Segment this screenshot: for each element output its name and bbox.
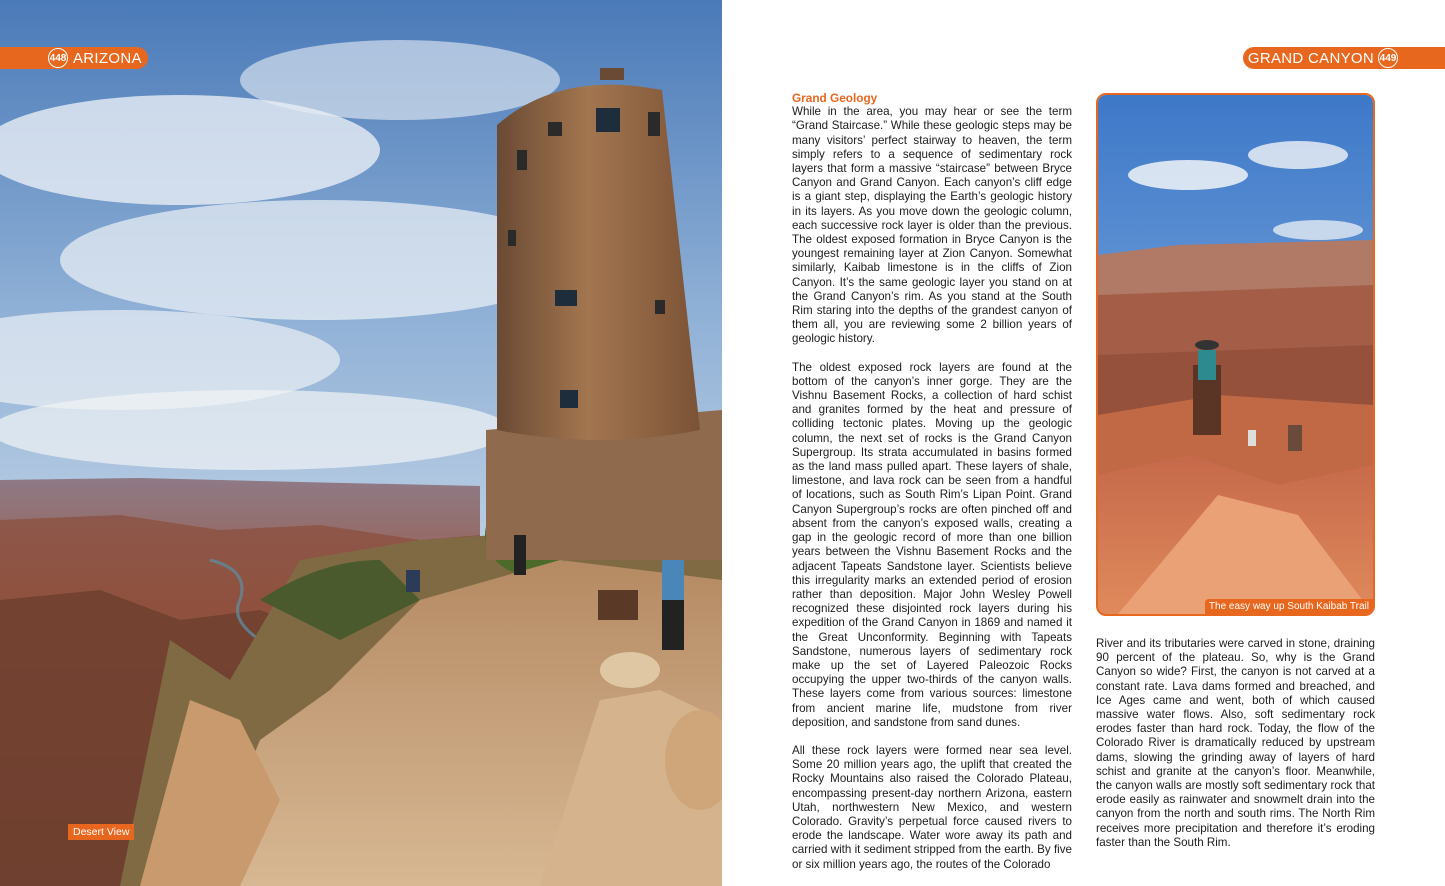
article-paragraph: The oldest exposed rock layers are found at the bottom of the canyon’s inner gorge. They are the Vishnu Basement Rocks, a collection of hard schist and granites formed by the heat and pressure of colliding tectonic plates. Moving up the geologic column, the next set of rocks is the Grand Canyon Supergroup. Its strata accumulated in basins formed as the land mass pulled apart. These layers of shale, limestone, and lava rock can be seen from a handful of locations, such as South Rim’s Lipan Point. Grand Canyon Supergroup’s rocks are often pinched off and absent from the canyon’s exposed walls, creating a gap in the geologic record of more than one billion years between the Vishnu Basement Rocks and the adjacent Tapeats Sandstone layer. Scientists believe this irregularity marks an extended period of erosion rather than deposition. Major John Wesley Powell recognized these disjointed rock layers during his expedition of the Grand Canyon in 1869 and named it the Great Unconformity. Beginning with Tapeats Sandstone, numerous layers of sedimentary rock make up the set of Layered Paleozoic Rocks occupying the upper two-thirds of the canyon walls. These layers come from various sources: limestone from ancient marine life, mudstone from river deposition, and sandstone from sand dunes. — [792, 360, 1072, 729]
article-paragraph: River and its tributaries were carved in stone, draining 90 percent of the plateau. So, why is the Grand Canyon so wide? First, the canyon is not carved at a constant rate. Lava dams formed and breached, and Ice Ages came and went, both of which caused massive water flows. Also, soft sedimentary rock erodes faster than hard rock. Today, the flow of the Colorado River is dramatically reduced by upstream dams, slowing the grinding away of layers of hard schist and granite at the canyon’s floor. Meanwhile, the canyon walls are mostly soft sedimentary rock that erode easily as rainwater and snowmelt drain into the canyon from the north and south rims. The North Rim receives more precipitation and therefore it’s eroding faster than the South Rim. — [1096, 637, 1375, 849]
south-kaibab-caption: The easy way up South Kaibab Trail — [1205, 599, 1373, 614]
right-section-title: GRAND CANYON — [1247, 49, 1374, 67]
section-tab-right — [1243, 47, 1445, 69]
desert-view-photo — [0, 0, 722, 886]
article-heading: Grand Geology — [792, 91, 878, 105]
article-column-right — [1096, 637, 1375, 864]
left-page-number: 448 — [48, 48, 68, 68]
right-page-number: 449 — [1378, 48, 1398, 68]
south-kaibab-trail-photo — [1096, 93, 1375, 616]
article-paragraph: While in the area, you may hear or see the term “Grand Staircase.” While these geologic steps may be many visitors’ perfect stairway to heaven, the term simply refers to a sequence of sedimentary rock layers that form a massive “staircase” between Bryce Canyon and Grand Canyon. Each canyon’s cliff edge is a giant step, displaying the Earth’s geologic history in its layers. As you move down the geologic column, each successive rock layer is older than the previous. The oldest exposed formation in Bryce Canyon is the youngest remaining layer at Zion Canyon. Somewhat similarly, Kaibab limestone is in the cliffs of Zion Canyon. It’s the same geologic layer you stand on at the Grand Canyon’s rim. As you stand at the South Rim staring into the depths of the grandest canyon of them all, you are reviewing some 2 billion years of geologic history. — [792, 105, 1072, 346]
section-tab-left — [0, 47, 148, 69]
desert-view-caption: Desert View — [68, 824, 134, 840]
left-section-title: ARIZONA — [73, 49, 142, 67]
article-column-left — [792, 91, 1072, 886]
article-paragraph: All these rock layers were formed near sea level. Some 20 million years ago, the uplift that created the Rocky Mountains also raised the Colorado Plateau, encompassing present-day northern Arizona, eastern Utah, northwestern New Mexico, and western Colorado. Gravity’s perpetual force caused rivers to erode the landscape. Water wore away its path and carried with it sediment stripped from the earth. By five or six million years ago, the routes of the Colorado — [792, 743, 1072, 871]
